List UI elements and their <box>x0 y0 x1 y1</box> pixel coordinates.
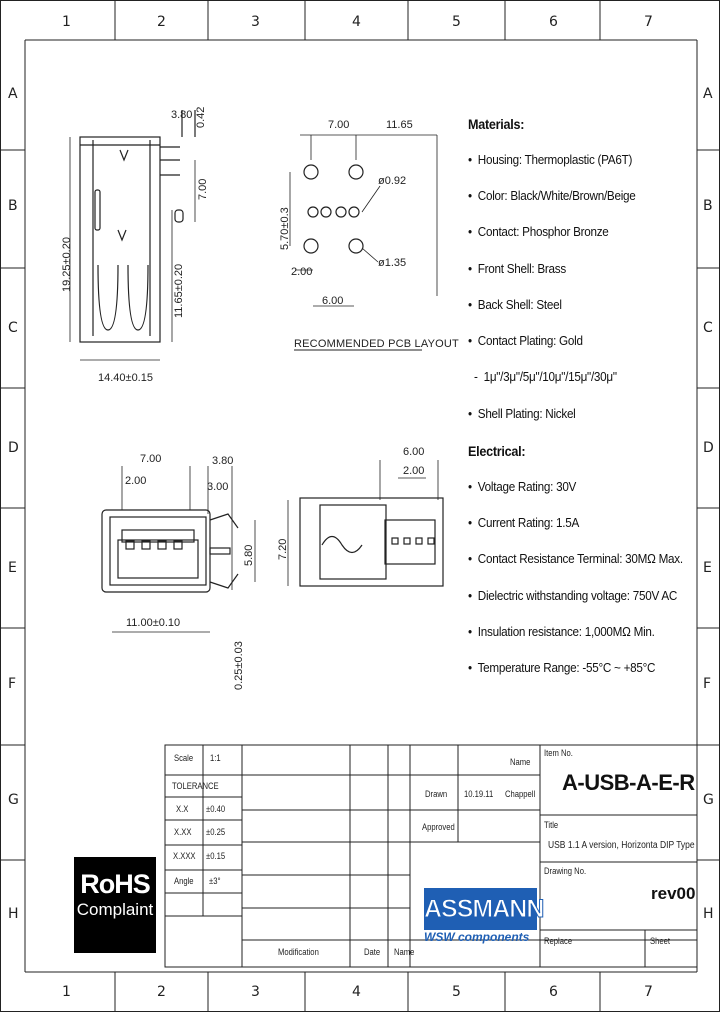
dimension-label: 19.25±0.20 <box>61 237 73 292</box>
revision: rev00 <box>651 884 696 903</box>
rohs-title: RoHS <box>80 869 150 899</box>
tolerance-label-2: X.XX <box>174 827 192 837</box>
zone-col-1-bottom: 1 <box>62 984 71 1000</box>
dimension-label: 7.00 <box>328 119 350 131</box>
tolerance-value-4: ±3° <box>209 876 221 886</box>
title-label: Title <box>544 820 559 830</box>
tolerance-value-2: ±0.25 <box>206 827 226 837</box>
zone-col-4-top: 4 <box>352 14 361 30</box>
mod-name-label: Name <box>394 947 415 957</box>
zone-row-a-left: A <box>8 86 18 102</box>
drawing-no-label: Drawing No. <box>544 866 587 876</box>
zone-row-h-left: H <box>8 906 19 922</box>
dimension-label: 5.80 <box>243 544 255 566</box>
dimension-label: 6.00 <box>322 295 344 307</box>
drawn-date: 10.19.11 <box>464 789 494 799</box>
materials-item: • Color: Black/White/Brown/Beige <box>468 188 636 203</box>
brand-name: ASSMANN <box>424 888 537 930</box>
item-no-label: Item No. <box>544 748 573 758</box>
rohs-subtitle: Complaint <box>76 900 154 919</box>
front-view-drawing <box>102 466 255 632</box>
assmann-logo <box>424 888 544 944</box>
zone-row-f-left: F <box>8 676 17 692</box>
tolerance-label-1: X.X <box>176 804 189 814</box>
zone-col-5-bottom: 5 <box>452 984 461 1000</box>
zone-row-b-right: B <box>703 198 713 214</box>
zone-row-c-left: C <box>8 320 18 336</box>
zone-col-1-top: 1 <box>62 14 71 30</box>
zone-col-6-bottom: 6 <box>549 984 558 1000</box>
zone-row-e-left: E <box>8 560 17 576</box>
dimension-label: 6.00 <box>403 446 425 458</box>
dimension-label: 2.00 <box>125 475 147 487</box>
dimension-label: 7.00 <box>197 178 209 200</box>
drawing-title: USB 1.1 A version, Horizonta DIP Type <box>548 840 695 851</box>
zone-row-d-left: D <box>8 440 19 456</box>
zone-col-7-top: 7 <box>644 14 653 30</box>
zone-col-2-bottom: 2 <box>157 984 166 1000</box>
zone-col-6-top: 6 <box>549 14 558 30</box>
electrical-item: • Current Rating: 1.5A <box>468 515 580 530</box>
zone-col-5-top: 5 <box>452 14 461 30</box>
electrical-item: • Contact Resistance Terminal: 30MΩ Max. <box>468 551 683 566</box>
plating-detail: - 1μ"/3μ"/5μ"/10μ"/15μ"/30μ" <box>474 369 617 384</box>
zone-col-7-bottom: 7 <box>644 984 653 1000</box>
modification-label: Modification <box>278 947 319 957</box>
zone-row-c-right: C <box>703 320 713 336</box>
electrical-item: • Voltage Rating: 30V <box>468 479 577 494</box>
zone-row-g-left: G <box>8 792 19 808</box>
dimension-label: 0.42 <box>195 106 207 128</box>
top-view-drawing <box>288 460 443 586</box>
electrical-item: • Insulation resistance: 1,000MΩ Min. <box>468 624 655 639</box>
zone-row-a-right: A <box>703 86 713 102</box>
dimension-label: ø0.92 <box>378 175 407 187</box>
sheet-label: Sheet <box>650 936 671 946</box>
materials-item: • Contact Plating: Gold <box>468 333 583 348</box>
dimension-label: 7.20 <box>277 538 289 560</box>
electrical-item: • Dielectric withstanding voltage: 750V AC <box>468 588 678 603</box>
dimension-label: ø1.35 <box>378 257 407 269</box>
materials-item: • Housing: Thermoplastic (PA6T) <box>468 152 633 167</box>
scale-label: Scale <box>174 753 194 763</box>
scale-value: 1:1 <box>210 753 221 763</box>
electrical-item: • Temperature Range: -55°C ~ +85°C <box>468 660 656 675</box>
dimension-label: 2.00 <box>403 465 425 477</box>
dimension-label: 7.00 <box>140 453 162 465</box>
dimension-label: 5.70±0.3 <box>279 207 291 250</box>
zone-row-h-right: H <box>703 906 714 922</box>
dimension-label: 0.25±0.03 <box>233 641 245 690</box>
dimension-label: 14.40±0.15 <box>98 372 153 384</box>
brand-subtitle: WSW components <box>424 930 530 944</box>
drawn-name: Chappell <box>505 789 536 799</box>
pcb-layout-drawing <box>290 135 437 350</box>
materials-item: • Contact: Phosphor Bronze <box>468 224 609 239</box>
zone-col-3-bottom: 3 <box>251 984 260 1000</box>
replace-label: Replace <box>544 936 573 946</box>
pcb-caption: RECOMMENDED PCB LAYOUT <box>294 338 459 350</box>
shell-plating: • Shell Plating: Nickel <box>468 406 576 421</box>
approved-label: Approved <box>422 822 455 832</box>
zone-row-b-left: B <box>8 198 18 214</box>
materials-item: • Front Shell: Brass <box>468 261 566 276</box>
dimension-label: 3.00 <box>207 481 229 493</box>
tolerance-label-3: X.XXX <box>173 851 196 861</box>
tolerance-label-4: Angle <box>174 876 194 886</box>
electrical-heading: Electrical: <box>468 443 526 459</box>
dimension-label: 3.80 <box>212 455 234 467</box>
drawn-label: Drawn <box>425 789 448 799</box>
dimension-label: 11.65±0.20 <box>173 263 185 318</box>
name-label: Name <box>510 757 531 767</box>
zone-col-3-top: 3 <box>251 14 260 30</box>
dimension-label: 3.80 <box>171 109 193 121</box>
dimension-label: 11.65 <box>386 119 413 131</box>
materials-item: • Back Shell: Steel <box>468 297 562 312</box>
tolerance-label: TOLERANCE <box>172 781 219 791</box>
zone-row-e-right: E <box>703 560 712 576</box>
item-number: A-USB-A-E-R <box>562 770 695 795</box>
dimension-label: 2.00 <box>291 266 313 278</box>
materials-heading: Materials: <box>468 116 525 132</box>
zone-row-f-right: F <box>703 676 712 692</box>
date-label: Date <box>364 947 381 957</box>
zone-row-g-right: G <box>703 792 714 808</box>
dimension-label: 11.00±0.10 <box>126 617 181 629</box>
side-view-drawing <box>70 110 195 360</box>
tolerance-value-3: ±0.15 <box>206 851 226 861</box>
zone-row-d-right: D <box>703 440 714 456</box>
tolerance-value-1: ±0.40 <box>206 804 226 814</box>
zone-col-4-bottom: 4 <box>352 984 361 1000</box>
zone-col-2-top: 2 <box>157 14 166 30</box>
rohs-badge <box>74 857 156 953</box>
